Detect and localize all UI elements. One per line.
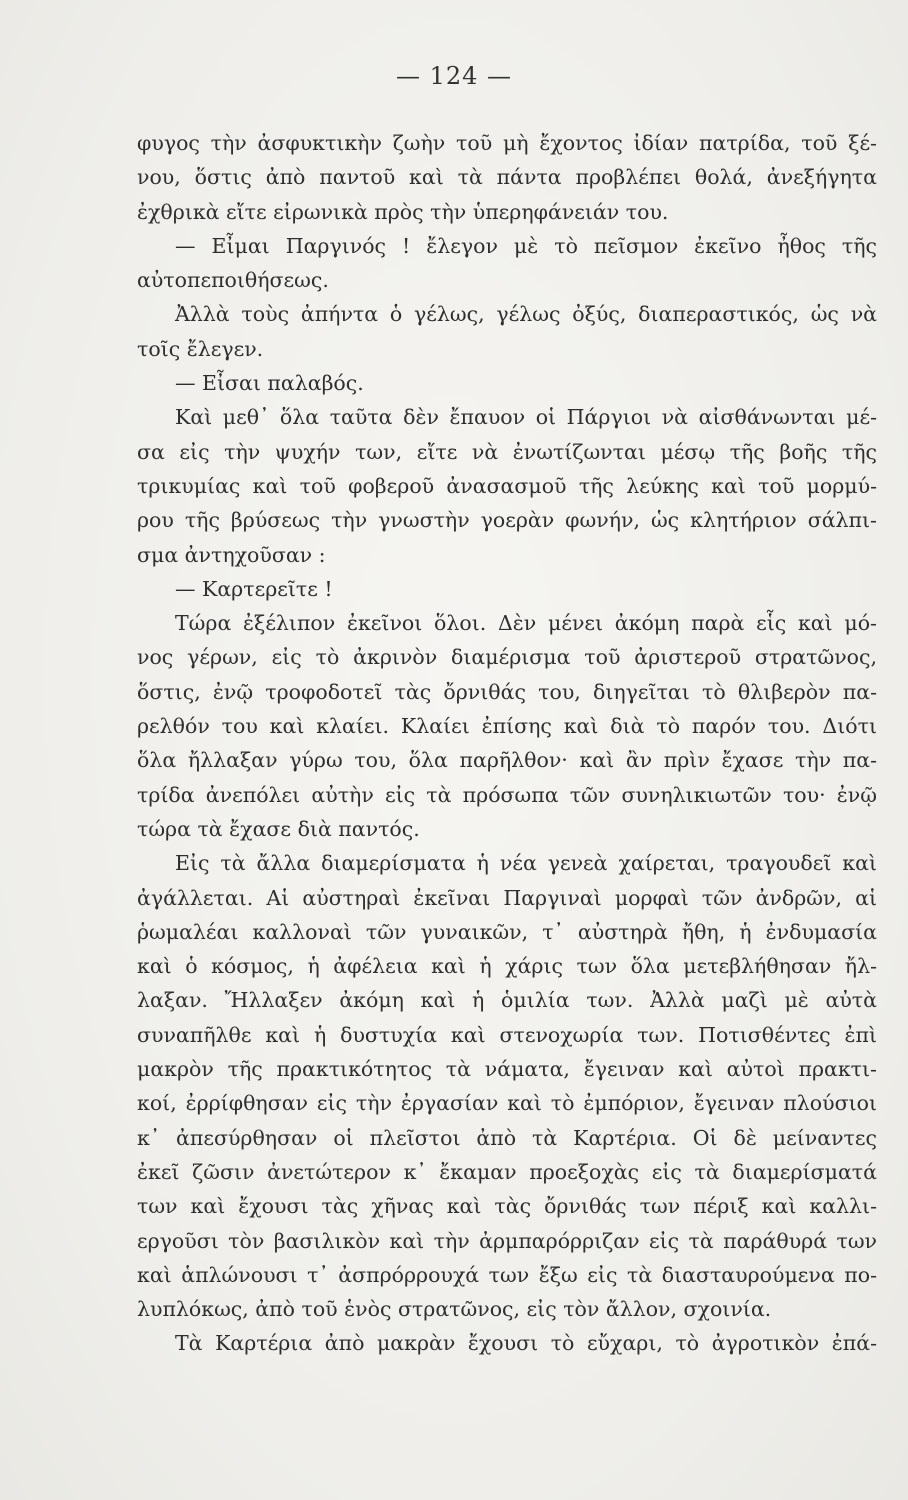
text-line: σμα ἀντηχοῦσαν : [137,542,326,567]
text-line: τρίδα ἀνεπόλει αὐτὴν εἰς τὰ πρόσωπα τῶν συνηλικιωτῶν του· ἐνῷ [137,782,877,807]
paragraph-start: Τὰ Καρτέρια ἀπὸ μακρὰν ἔχουσι τὸ εὔχαρι, τὸ ἀγροτικὸν ἐπά- [175,1331,877,1356]
text-line: κ᾿ ἀπεσύρθησαν οἱ πλεῖστοι ἀπὸ τὰ Καρτέρια. Οἱ δὲ μείναντες [137,1125,877,1150]
paragraph-start: Καὶ μεθ᾿ ὅλα ταῦτα δὲν ἔπαυον οἱ Πάργιοι νὰ αἰσθάνωνται μέ- [175,405,877,430]
text-line: ὅστις, ἐνῷ τροφοδοτεῖ τὰς ὄρνιθάς του, διηγεῖται τὸ θλιβερὸν πα- [137,679,877,704]
text-line: ἐχθρικὰ εἴτε εἰρωνικὰ πρὸς τὴν ὑπερηφάνειάν του. [137,199,669,224]
text-line: νος γέρων, εἰς τὸ ἀκρινὸν διαμέρισμα τοῦ ἀριστεροῦ στρατῶνος, [137,645,877,670]
text-line: φυγος τὴν ἀσφυκτικὴν ζωὴν τοῦ μὴ ἔχοντος ἰδίαν πατρίδα, τοῦ ξέ- [137,131,877,155]
text-line: λυπλόκως, ἀπὸ τοῦ ἑνὸς στρατῶνος, εἰς τὸν ἄλλον, σχοινία. [137,1297,772,1322]
text-line: αὐτοπεποιθήσεως. [137,268,329,293]
text-line: μακρὸν τῆς πρακτικότητος τὰ νάματα, ἔγειναν καὶ αὐτοὶ πρακτι- [137,1057,877,1082]
text-line: τρικυμίας καὶ τοῦ φοβεροῦ ἀνασασμοῦ τῆς λεύκης καὶ τοῦ μορμύ- [137,473,877,498]
dialogue-line: — Καρτερεῖτε ! [175,576,333,601]
text-line: νου, ὅστις ἀπὸ παντοῦ καὶ τὰ πάντα προβλέπει θολά, ἀνεξήγητα [137,165,877,190]
text-line: τώρα τὰ ἔχασε διὰ παντός. [137,816,420,841]
dialogue-line: — Εἶσαι παλαβός. [175,371,364,396]
text-line: τοῖς ἔλεγεν. [137,336,264,361]
text-line: ρου τῆς βρύσεως τὴν γνωστὴν γοερὰν φωνήν, ὡς κλητήριον σάλπι- [137,508,877,533]
paragraph-start: Ἀλλὰ τοὺς ἀπήντα ὁ γέλως, γέλως ὀξύς, διαπεραστικός, ὡς νὰ [175,302,877,327]
text-line: σα εἰς τὴν ψυχήν των, εἴτε νὰ ἐνωτίζωνται μέσῳ τῆς βοῆς τῆς [137,439,877,464]
paragraph-start: Εἰς τὰ ἄλλα διαμερίσματα ἡ νέα γενεὰ χαίρεται, τραγουδεῖ καὶ [175,851,877,876]
text-line: καὶ ὁ κόσμος, ἡ ἀφέλεια καὶ ἡ χάρις των ὅλα μετεβλήθησαν ἤλ- [137,954,877,979]
text-line: εργοῦσι τὸν βασιλικὸν καὶ τὴν ἀρμπαρόρριζαν εἰς τὰ παράθυρά των [137,1228,877,1253]
text-line: λαξαν. Ἤλλαξεν ἀκόμη καὶ ἡ ὁμιλία των. Ἀλλὰ μαζὶ μὲ αὐτὰ [137,988,877,1013]
paragraph-start: Τώρα ἐξέλιπον ἐκεῖνοι ὅλοι. Δὲν μένει ἀκόμη παρὰ εἷς καὶ μό- [175,611,877,636]
text-line: συναπῆλθε καὶ ἡ δυστυχία καὶ στενοχωρία των. Ποτισθέντες ἐπὶ [137,1022,877,1047]
text-line: καὶ ἁπλώνουσι τ᾿ ἀσπρόρρουχά των ἔξω εἰς τὰ διασταυρούμενα πο- [137,1262,877,1287]
text-line: κοί, ἐρρίφθησαν εἰς τὴν ἐργασίαν καὶ τὸ ἐμπόριον, ἔγειναν πλούσιοι [137,1091,877,1116]
text-line: των καὶ ἔχουσι τὰς χῆνας καὶ τὰς ὄρνιθάς των πέριξ καὶ καλλι- [137,1194,877,1219]
dialogue-line: — Εἶμαι Παργινός ! ἔλεγον μὲ τὸ πεῖσμον ἐκεῖνο ἦθος τῆς [175,233,877,258]
text-line: ἀγάλλεται. Αἱ αὐστηραὶ ἐκεῖναι Παργιναὶ μορφαὶ τῶν ἀνδρῶν, αἱ [137,885,877,910]
page-number: — 124 — [395,62,513,90]
text-line: ῥωμαλέαι καλλοναὶ τῶν γυναικῶν, τ᾿ αὐστηρὰ ἤθη, ἡ ἐνδυμασία [137,919,877,944]
body-text [137,126,877,1361]
text-line: ρελθόν του καὶ κλαίει. Κλαίει ἐπίσης καὶ διὰ τὸ παρόν του. Διότι [137,714,877,739]
text-line: ὅλα ἤλλαξαν γύρω του, ὅλα παρῆλθον· καὶ ἂν πρὶν ἔχασε τὴν πα- [137,748,877,773]
text-line: ἐκεῖ ζῶσιν ἀνετώτερον κ᾿ ἔκαμαν προεξοχὰς εἰς τὰ διαμερίσματά [137,1159,877,1184]
